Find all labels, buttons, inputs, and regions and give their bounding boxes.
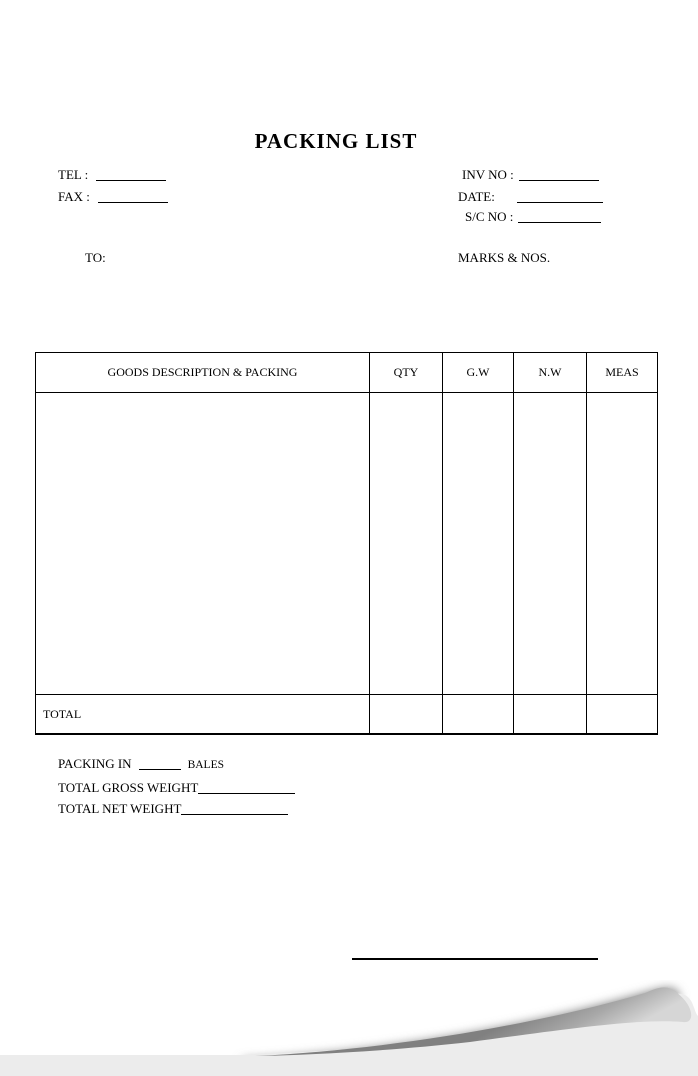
- fax-value-line: [98, 190, 168, 203]
- cell-qty: [370, 393, 443, 695]
- gross-weight-value-line: [198, 781, 295, 794]
- sc-no-label: S/C NO :: [465, 209, 514, 224]
- packing-table: [35, 352, 658, 735]
- fax-field: [58, 188, 168, 205]
- packing-in-value-line: [139, 757, 181, 770]
- packing-in-label: PACKING IN: [58, 756, 132, 771]
- gross-weight-label: TOTAL GROSS WEIGHT: [58, 779, 199, 795]
- table-header-row: [36, 353, 658, 393]
- signature-line: [352, 958, 598, 960]
- table-body-row: [36, 393, 658, 695]
- total-label: TOTAL: [36, 695, 370, 735]
- marks-and-nos-label: MARKS & NOS.: [458, 250, 551, 265]
- to-label: TO:: [85, 250, 106, 265]
- date-value-line: [517, 190, 603, 203]
- packing-in-row: [58, 753, 295, 777]
- tel-field: [58, 166, 166, 183]
- col-header-nw: N.W: [514, 353, 587, 393]
- total-qty: [370, 695, 443, 735]
- total-nw: [514, 695, 587, 735]
- sc-no-value-line: [518, 210, 601, 223]
- inv-no-field: [462, 166, 599, 183]
- cell-gw: [443, 393, 514, 695]
- total-meas: [587, 695, 658, 735]
- gross-weight-row: [58, 777, 295, 799]
- sc-no-field: [465, 208, 601, 225]
- net-weight-value-line: [181, 802, 288, 815]
- col-header-goods-description: GOODS DESCRIPTION & PACKING: [36, 353, 370, 393]
- total-gw: [443, 695, 514, 735]
- cell-goods-description: [36, 393, 370, 695]
- col-header-meas: MEAS: [587, 353, 658, 393]
- cell-nw: [514, 393, 587, 695]
- page-curl-graphic: [0, 980, 698, 1076]
- net-weight-row: [58, 798, 295, 820]
- tel-label: TEL :: [58, 167, 89, 182]
- bales-label: BALES: [187, 759, 224, 771]
- page-curl-decoration: [0, 980, 698, 1076]
- cell-meas: [587, 393, 658, 695]
- date-label: DATE:: [458, 189, 495, 204]
- table-total-row: [36, 695, 658, 735]
- page-title: PACKING LIST: [254, 129, 418, 153]
- net-weight-label: TOTAL NET WEIGHT: [58, 801, 182, 816]
- date-field: [458, 188, 603, 205]
- fax-label: FAX :: [58, 189, 90, 204]
- inv-no-label: INV NO :: [462, 167, 514, 182]
- packing-summary-section: [58, 753, 295, 820]
- inv-no-value-line: [519, 168, 599, 181]
- tel-value-line: [96, 168, 166, 181]
- col-header-qty: QTY: [370, 353, 443, 393]
- col-header-gw: G.W: [443, 353, 514, 393]
